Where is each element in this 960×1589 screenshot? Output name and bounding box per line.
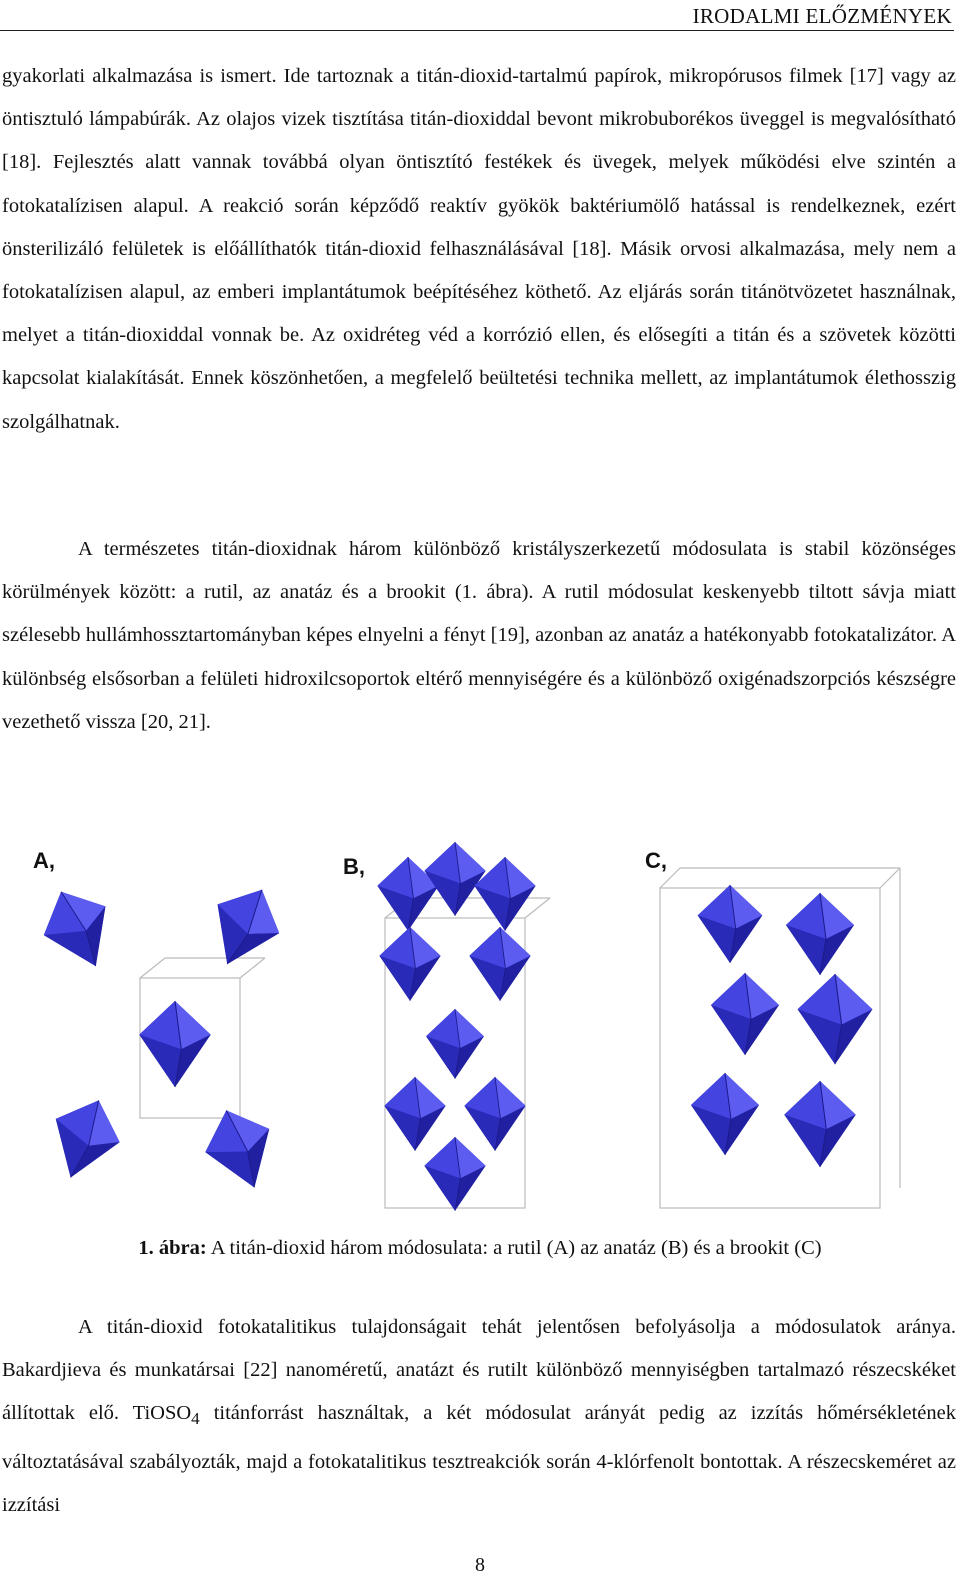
figure-caption-text: A titán-dioxid három módosulata: a rutil (A) az anatáz (B) és a brookit (C) [206,1237,822,1259]
header-title: IRODALMI ELŐZMÉNYEK [692,4,952,28]
figure-crystal-structures [0,838,960,1228]
figure-caption [0,1233,960,1263]
page-number: 8 [475,1554,485,1576]
paragraph-phase-ratio-text-1: A titán-dioxid fotokatalitikus tulajdonságait tehát jelentősen befolyásolja a módosulatok aránya. Bakardjieva és munkatársai [22] nanoméretű, anatázt és rutilt különböző mennyiségben tartalmazó részecskéket állítottak elő. TiOSO [2,1316,956,1425]
brookite-unit-cell [660,868,900,1208]
paragraph-phase-ratio-subscript: 4 [191,1409,200,1429]
panel-c-brookite [645,848,900,1208]
panel-label-b: B, [343,854,365,879]
panel-a-rutile [30,848,292,1199]
paragraph-phase-ratio [2,1306,956,1527]
paragraph-polymorphs: A természetes titán-dioxidnak három különböző kristályszerkezetű módosulata is stabil közönséges körülmények között: a rutil, az anatáz és a brookit (1. ábra). A rutil módosulat keskenyebb tiltott sávja miatt szélesebb hullámhossztartományban képes elnyelni a fényt [19], azonban az anatáz a hatékonyabb fotokatalizátor. A különbség elsősorban a felületi hidroxilcsoportok eltérő mennyiségére és a különböző oxigénadszorpciós készségre vezethető vissza [20, 21]. [2,538,956,733]
panel-label-c: C, [645,848,667,873]
crystal-structures-illustration [0,838,960,1228]
figure-caption-label: 1. ábra: [138,1237,207,1259]
paragraph-applications: gyakorlati alkalmazása is ismert. Ide tartoznak a titán-dioxid-tartalmú papírok, mikropórusos filmek [17] vagy az öntisztuló lámpabúrák. Az olajos vizek tisztítása titán-dioxiddal bevont mikrobuborékos üveggel is megvalósítható [18]. Fejlesztés alatt vannak továbbá olyan öntisztító festékek és üvegek, melyek működési elve szintén a fotokatalízisen alapul. A reakció során képződő reaktív gyökök baktériumölő hatással is rendelkeznek, ezért önsterilizáló felületek is előállíthatók titán-dioxid felhasználásával [18]. Másik orvosi alkalmazása, mely nem a fotokatalízisen alapul, az emberi implantátumok beépítéséhez köthető. Az eljárás során titánötvözetet használnak, melyet a titán-dioxiddal vonnak be. Az oxidréteg véd a korrózió ellen, és elősegíti a titán és a szövetek közötti kapcsolat kialakítását. Ennek köszönhetően, a megfelelő beültetési technika mellett, az implantátumok élethosszig szolgálhatnak. [2,65,956,433]
paragraph-phase-ratio-text-2: titánforrást használtak, a két módosulat arányát pedig az izzítás hőmérsékletének változtatásával szabályozták, majd a fotokatalitikus tesztreakciók során 4-klórfenolt bontottak. A részecskeméret az izzítási [2,1402,956,1516]
panel-label-a: A, [33,848,55,873]
running-header [0,0,954,31]
panel-b-anatase [343,842,550,1211]
